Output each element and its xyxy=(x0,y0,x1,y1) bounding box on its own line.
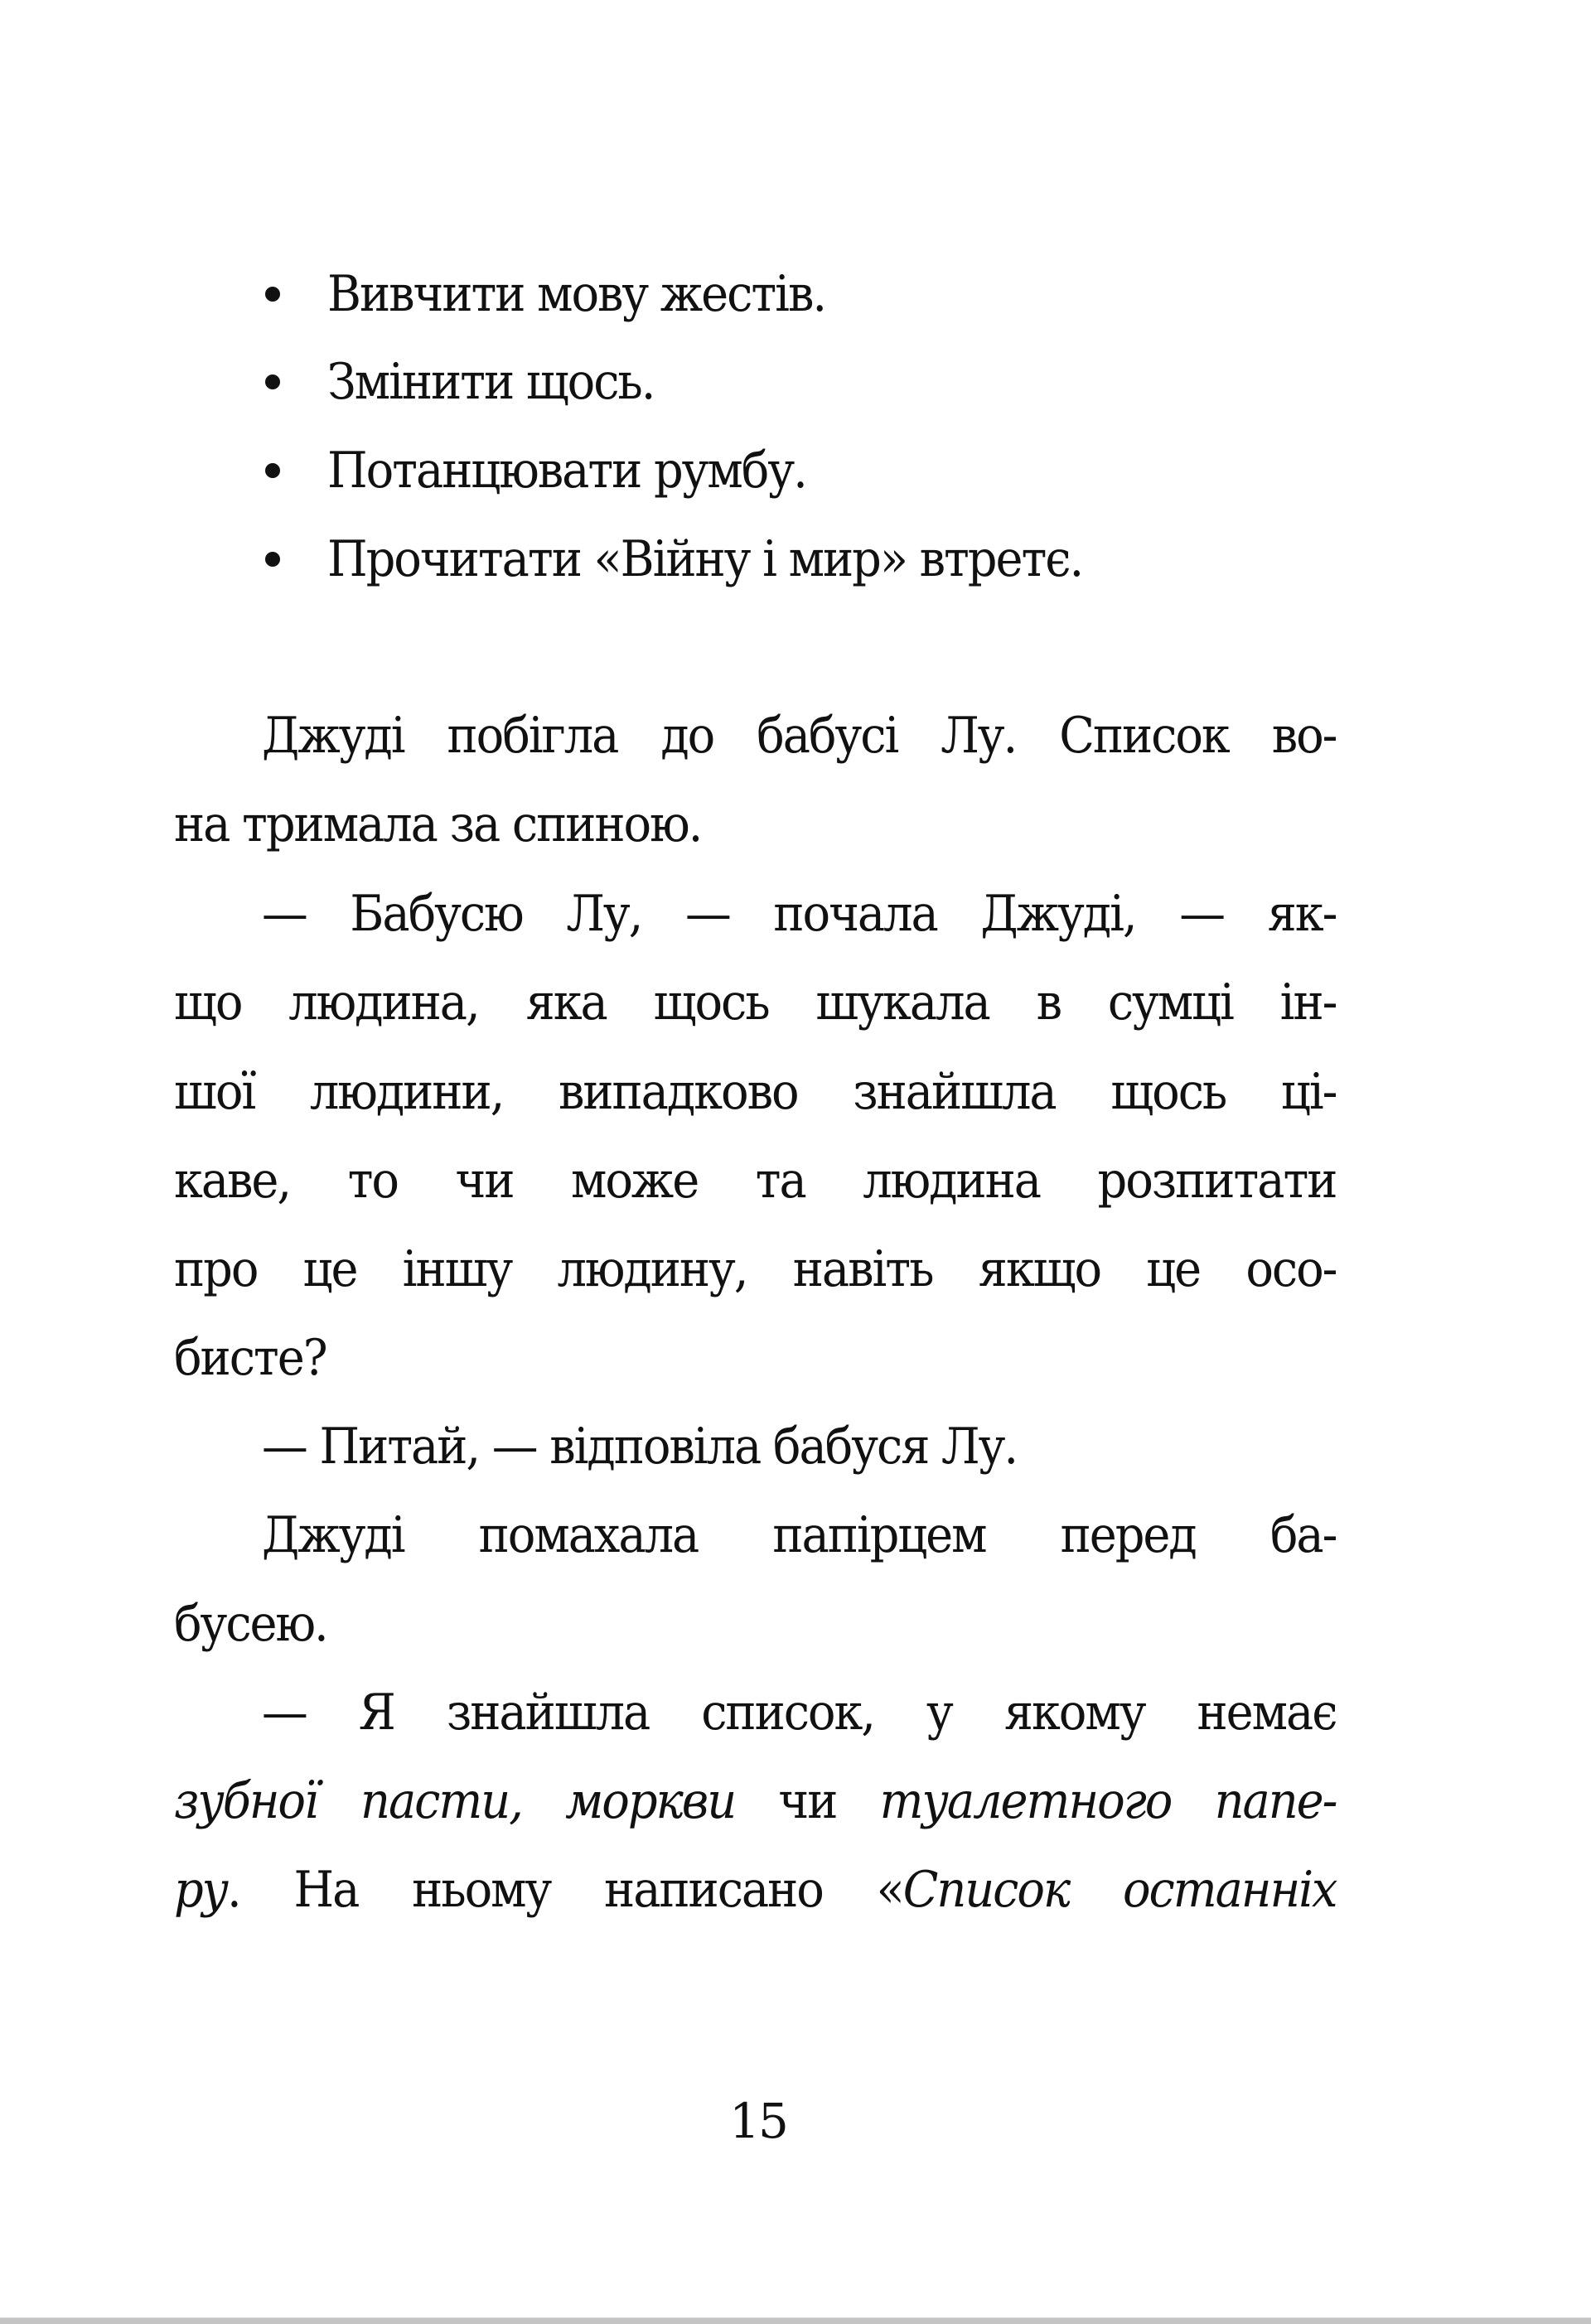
text-line xyxy=(174,780,1255,869)
italic-segment: зубної пасти, моркви xyxy=(174,1772,736,1830)
text-segment: чи xyxy=(735,1772,880,1830)
bullet-text: Потанцювати румбу. xyxy=(327,442,806,500)
text-line xyxy=(174,1669,1336,1757)
text-segment: Джуді побігла до бабусі Лу. Список во- xyxy=(262,707,1337,765)
bullet-icon xyxy=(265,552,280,567)
text-line xyxy=(174,1491,1336,1580)
italic-segment: туалетного папе- xyxy=(879,1772,1337,1830)
bullet-text: Вивчити мову жестів. xyxy=(327,265,826,323)
bottom-scroll-edge xyxy=(0,2317,1591,2324)
text-line xyxy=(174,1757,1336,1846)
text-line xyxy=(174,1580,1255,1669)
text-line xyxy=(174,1846,1336,1935)
text-segment: Джуді помахала папірцем перед ба- xyxy=(262,1506,1337,1564)
text-segment: — Я знайшла список, у якому немає xyxy=(262,1684,1337,1742)
text-segment: каве, то чи може та людина розпитати xyxy=(174,1152,1337,1210)
text-line xyxy=(174,959,1336,1047)
text-line xyxy=(174,1314,1255,1403)
text-segment: що людина, яка щось шукала в сумці ін- xyxy=(174,974,1337,1032)
text-segment: бусею. xyxy=(174,1595,327,1653)
text-segment: шої людини, випадково знайшла щось ці- xyxy=(174,1063,1337,1121)
text-segment: бисте? xyxy=(174,1329,326,1387)
text-segment: . На ньому написано « xyxy=(227,1861,903,1919)
text-line xyxy=(174,1048,1336,1137)
page-number: 15 xyxy=(729,2093,787,2149)
text-segment: на тримала за спиною. xyxy=(174,795,702,853)
italic-segment: Список останніх xyxy=(902,1861,1337,1919)
text-line xyxy=(174,870,1336,959)
bullet-icon xyxy=(265,374,280,389)
text-line xyxy=(174,1403,1255,1491)
text-segment: про це іншу людину, навіть якщо це осо- xyxy=(174,1240,1337,1298)
bullet-icon xyxy=(265,287,280,302)
text-segment: — Питай, — відповіла бабуся Лу. xyxy=(262,1418,1018,1476)
text-line xyxy=(174,1137,1336,1225)
bullet-text: Змінити щось. xyxy=(327,353,655,411)
bullet-text: Прочитати «Війну і мир» втретє. xyxy=(327,530,1083,588)
bullet-icon xyxy=(265,463,280,478)
text-segment: — Бабусю Лу, — почала Джуді, — як- xyxy=(262,885,1337,943)
text-line xyxy=(174,692,1336,780)
text-line xyxy=(174,1225,1336,1314)
italic-segment: ру xyxy=(174,1861,228,1919)
